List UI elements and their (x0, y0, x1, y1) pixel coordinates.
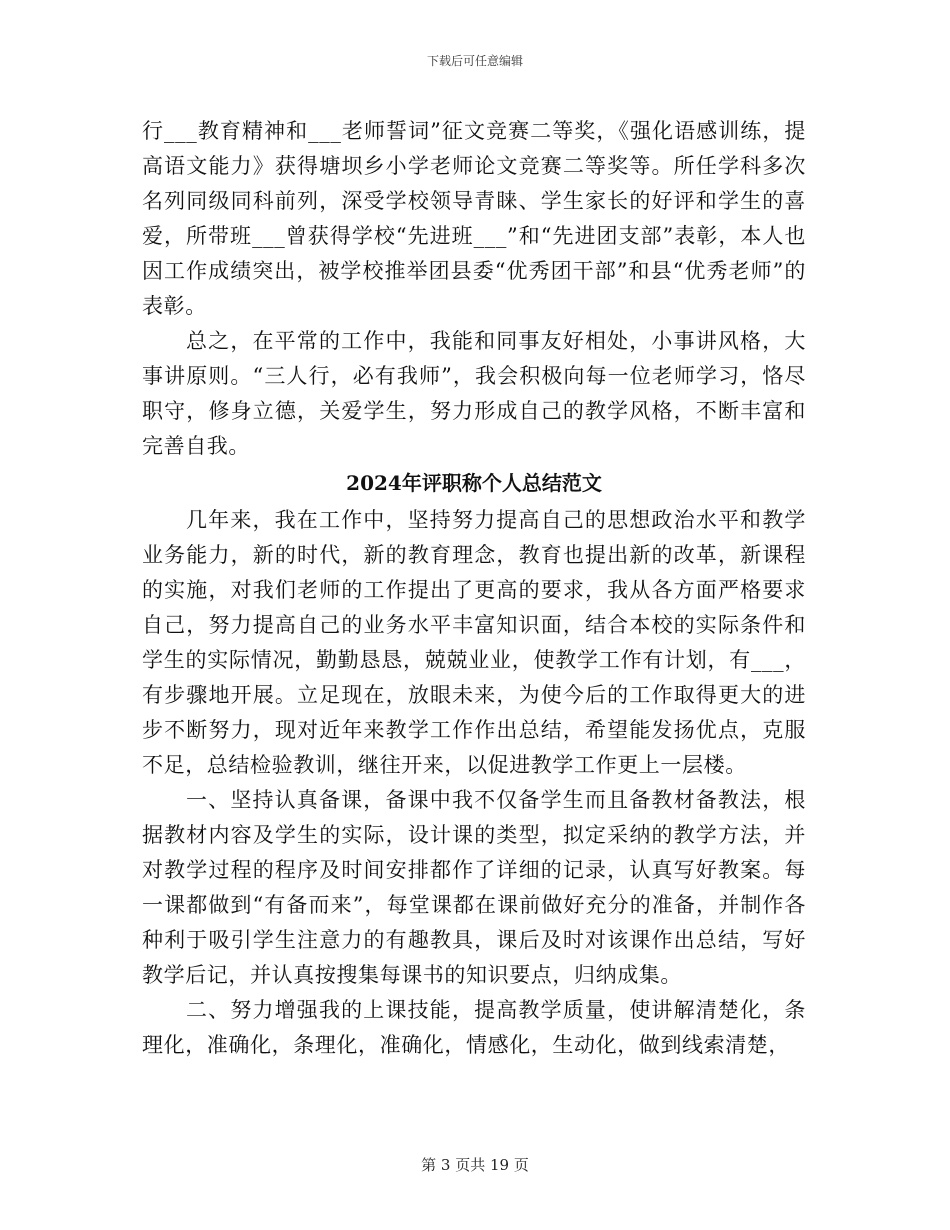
paragraph-point-two: 二、努力增强我的上课技能，提高教学质量，使讲解清楚化，条理化，准确化，条理化，准确化，情感化，生动化，做到线索清楚， (142, 998, 806, 1057)
section-title: 2024年评职称个人总结范文 (346, 471, 602, 495)
paragraph-point-one: 一、坚持认真备课，备课中我不仅备学生而且备教材备教法，根据教材内容及学生的实际，设计课的类型，拟定采纳的教学方法，并对教学过程的程序及时间安排都作了详细的记录，认真写好教案。每一课都做到“有备而来”，每堂课都在课前做好充分的准备，并制作各种利于吸引学生注意力的有趣教具，课后及时对该课作出总结，写好教学后记，并认真按搜集每课书的知识要点，归纳成集。 (142, 788, 806, 987)
paragraph-summary: 总之，在平常的工作中，我能和同事友好相处，小事讲风格，大事讲原则。“三人行，必有我师”，我会积极向每一位老师学习，恪尽职守，修身立德，关爱学生，努力形成自己的教学风格，不断丰富和完善自我。 (142, 329, 806, 458)
page-footer: 第 3 页共 19 页 (421, 1156, 529, 1174)
document-body (142, 114, 806, 1063)
page-header: 下载后可任意编辑 (426, 54, 523, 68)
paragraph-awards: 行___教育精神和___老师誓词”征文竞赛二等奖，《强化语感训练，提高语文能力》获得塘坝乡小学老师论文竞赛二等奖等。所任学科多次名列同级同科前列，深受学校领导青睐、学生家长的好评和学生的喜爱，所带班___曾获得学校“先进班___”和“先进团支部”表彰，本人也因工作成绩突出，被学校推举团县委“优秀团干部”和县“优秀老师”的表彰。 (142, 119, 806, 318)
paragraph-intro: 几年来，我在工作中，坚持努力提高自己的思想政治水平和教学业务能力，新的时代，新的教育理念，教育也提出新的改革，新课程的实施，对我们老师的工作提出了更高的要求，我从各方面严格要求自己，努力提高自己的业务水平丰富知识面，结合本校的实际条件和学生的实际情况，勤勤恳恳，兢兢业业，使教学工作有计划，有___，有步骤地开展。立足现在，放眼未来，为使今后的工作取得更大的进步不断努力，现对近年来教学工作作出总结，希望能发扬优点，克服不足，总结检验教训，继往开来，以促进教学工作更上一层楼。 (142, 508, 806, 777)
